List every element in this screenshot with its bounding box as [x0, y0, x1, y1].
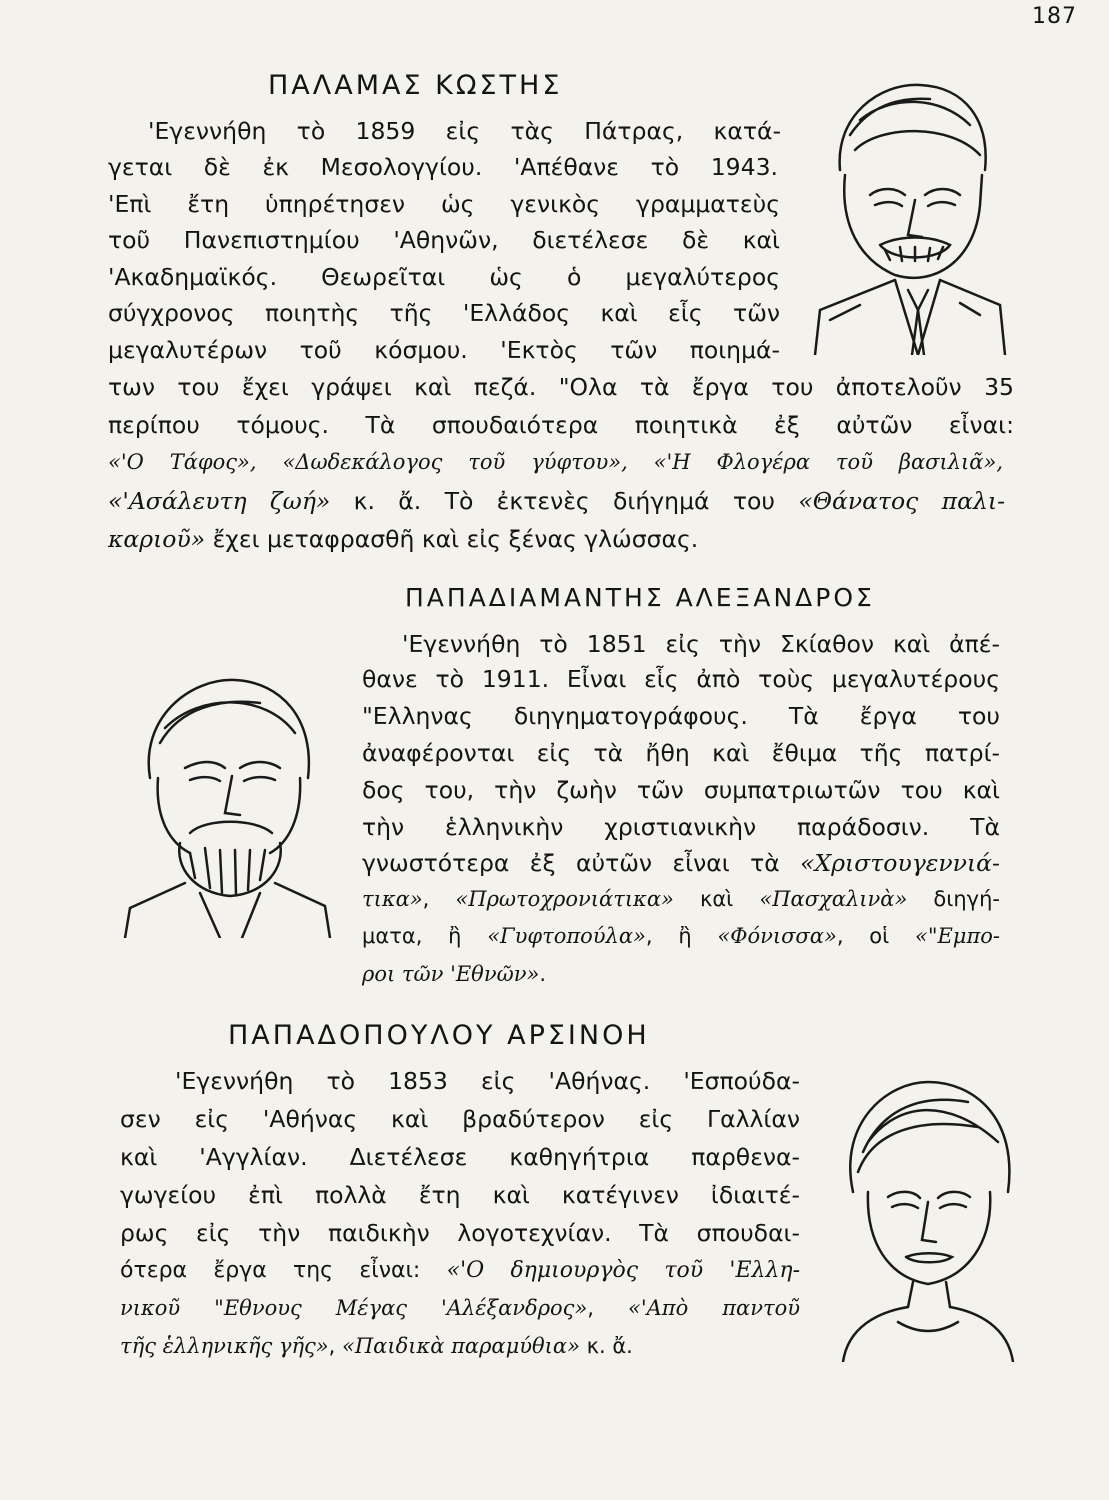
- entry-text-line: δος του, τὴν ζωὴν τῶν συμπατριωτῶν του καὶ: [362, 776, 1000, 804]
- portrait-papadiamantis: [120, 668, 335, 938]
- entry-text-line: ἀναφέρονται εἰς τὰ ἤθη καὶ ἔθιμα τῆς πατρί-: [362, 739, 1000, 767]
- entry-text-line: νικοῦ "Εθνους Μέγας 'Αλέξανδρος», «'Απὸ παντοῦ: [120, 1296, 800, 1320]
- entry-text-line: «'Ο Τάφος», «Δωδεκάλογος τοῦ γύφτου», «'Η Φλογέρα τοῦ βασιλιᾶ»,: [108, 450, 1003, 474]
- portrait-illustration-icon: [800, 75, 1015, 355]
- entry-text-line: των του ἔχει γράψει καὶ πεζά. "Ολα τὰ ἔργα του ἀποτελοῦν 35: [108, 373, 1014, 401]
- portrait-palamas: [800, 75, 1015, 355]
- entry-text-line: 'Εγεννήθη τὸ 1853 εἰς 'Αθήνας. 'Εσπούδα-: [175, 1067, 800, 1095]
- entry-text-line: 'Εγεννήθη τὸ 1859 εἰς τὰς Πάτρας, κατά-: [148, 117, 781, 145]
- entry-text-line: τῆς ἑλληνικῆς γῆς», «Παιδικὰ παραμύθια» κ. ἄ.: [120, 1334, 633, 1358]
- entry-text-line: περίπου τόμους. Τὰ σπουδαιότερα ποιητικὰ ἐξ αὐτῶν εἶναι:: [108, 411, 1014, 439]
- entry-heading-papadopoulou: ΠΑΠΑΔΟΠΟΥΛΟΥ ΑΡΣΙΝΟΗ: [228, 1020, 650, 1051]
- entry-text-line: 'Εγεννήθη τὸ 1851 εἰς τὴν Σκίαθον καὶ ἀπέ-: [402, 630, 1000, 658]
- entry-text-line: ότερα ἔργα της εἶναι: «'Ο δημιουργὸς τοῦ 'Ελλη-: [120, 1258, 801, 1283]
- entry-heading-papadiamantis: ΠΑΠΑΔΙΑΜΑΝΤΗΣ ΑΛΕΞΑΝΔΡΟΣ: [405, 583, 875, 612]
- entry-text-line: καὶ 'Αγγλίαν. Διετέλεσε καθηγήτρια παρθενα-: [120, 1143, 800, 1171]
- entry-text-line: ρως εἰς τὴν παιδικὴν λογοτεχνίαν. Τὰ σπουδαι-: [120, 1219, 800, 1247]
- entry-text-line: ματα, ἢ «Γυφτοπούλα», ἢ «Φόνισσα», οἱ «"Εμπο-: [362, 924, 1000, 948]
- entry-text-line: ροι τῶν 'Εθνῶν».: [362, 962, 547, 986]
- entry-text-line: γνωστότερα ἐξ αὐτῶν εἶναι τὰ «Χριστουγεννιά-: [362, 849, 1000, 877]
- entry-text-line: τοῦ Πανεπιστημίου 'Αθηνῶν, διετέλεσε δὲ καὶ: [108, 226, 780, 254]
- entry-text-line: καριοῦ» ἔχει μεταφρασθῆ καὶ εἰς ξένας γλώσσας.: [108, 525, 699, 553]
- entry-text-line: 'Ακαδημαϊκός. Θεωρεῖται ὡς ὁ μεγαλύτερος: [108, 263, 780, 291]
- entry-text-line: "Ελληνας διηγηματογράφους. Τὰ ἔργα του: [362, 702, 1000, 730]
- entry-heading-palamas: ΠΑΛΑΜΑΣ ΚΩΣΤΗΣ: [268, 70, 563, 101]
- entry-text-line: 'Επὶ ἔτη ὑπηρέτησεν ὡς γενικὸς γραμματεὺς: [108, 190, 780, 218]
- entry-text-line: τὴν ἑλληνικὴν χριστιανικὴν παράδοσιν. Τὰ: [362, 813, 1000, 841]
- entry-text-line: γεται δὲ ἐκ Μεσολογγίου. 'Απέθανε τὸ 1943.: [108, 153, 778, 181]
- page-number: 187: [1032, 4, 1077, 29]
- entry-text-line: μεγαλυτέρων τοῦ κόσμου. 'Εκτὸς τῶν ποιημά-: [108, 336, 780, 364]
- entry-text-line: σεν εἰς 'Αθήνας καὶ βραδύτερον εἰς Γαλλίαν: [120, 1105, 800, 1133]
- entry-text-line: «'Ασάλευτη ζωή» κ. ἄ. Τὸ ἐκτενὲς διήγημά του «Θάνατος παλι-: [108, 487, 1006, 515]
- portrait-illustration-icon: [120, 668, 335, 938]
- entry-text-line: σύγχρονος ποιητὴς τῆς 'Ελλάδος καὶ εἷς τῶν: [108, 299, 780, 327]
- portrait-illustration-icon: [828, 1072, 1028, 1362]
- entry-text-line: γωγείου ἐπὶ πολλὰ ἔτη καὶ κατέγινεν ἰδιαιτέ-: [120, 1181, 800, 1209]
- entry-text-line: θανε τὸ 1911. Εἶναι εἷς ἀπὸ τοὺς μεγαλυτέρους: [362, 665, 1000, 693]
- portrait-papadopoulou: [828, 1072, 1028, 1362]
- entry-text-line: τικα», «Πρωτοχρονιάτικα» καὶ «Πασχαλινὰ» διηγή-: [362, 887, 1000, 911]
